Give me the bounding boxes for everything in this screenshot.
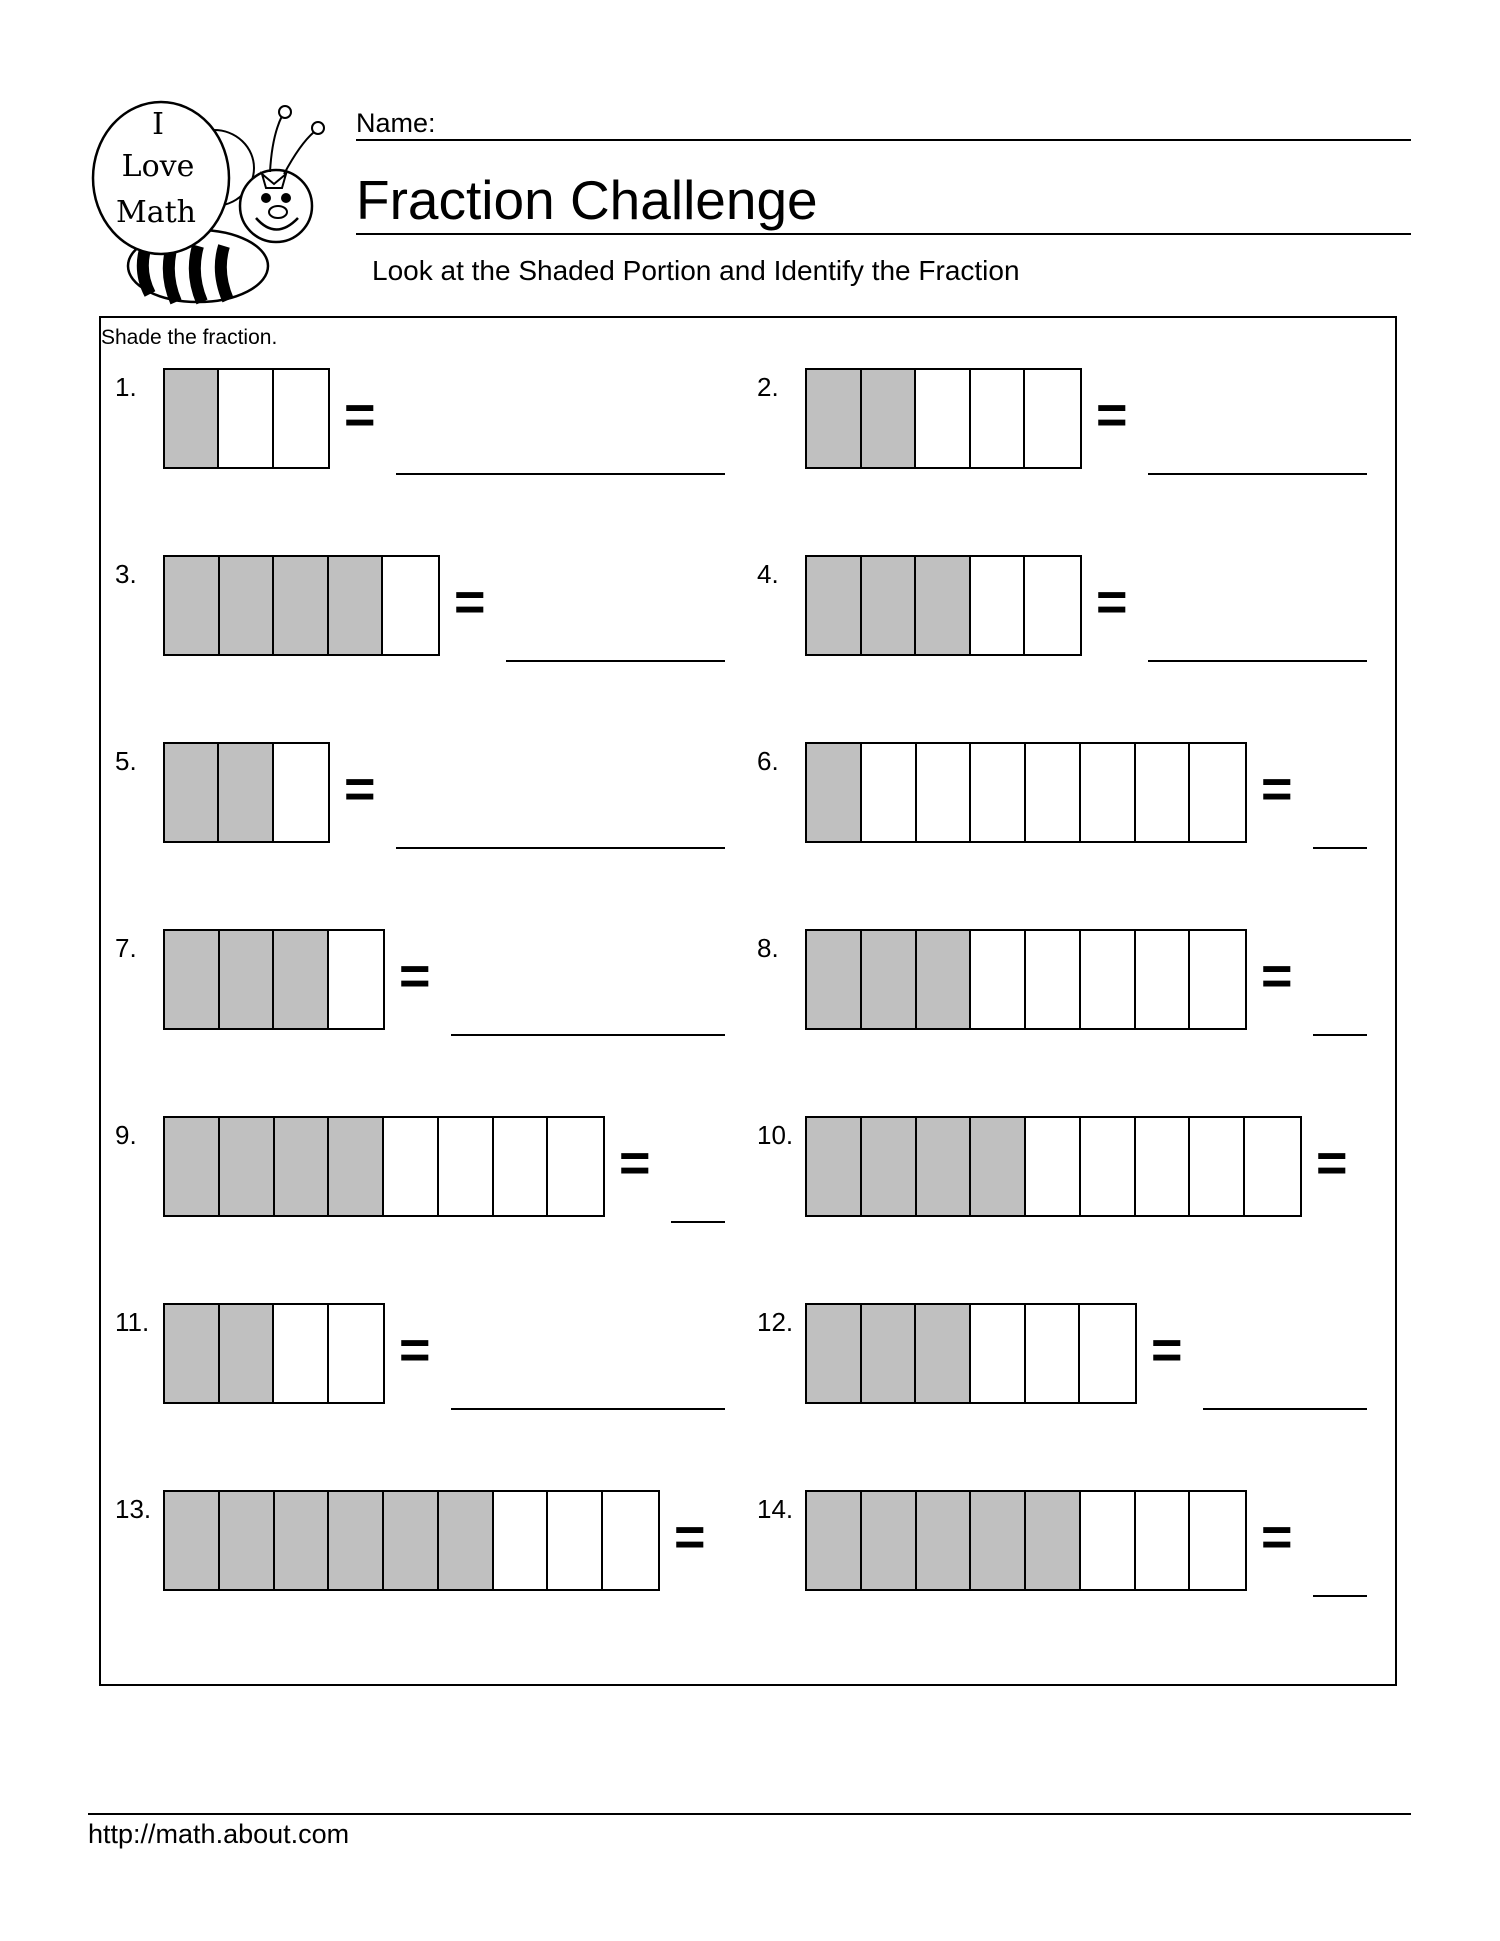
shaded-cell[interactable] — [165, 931, 220, 1028]
unshaded-cell[interactable] — [274, 1305, 329, 1402]
shaded-cell[interactable] — [274, 557, 329, 654]
shaded-cell[interactable] — [275, 1492, 330, 1589]
fraction-bar — [163, 1303, 385, 1404]
problem-number: 11. — [115, 1307, 150, 1337]
problem-number: 10. — [757, 1120, 794, 1150]
unshaded-cell[interactable] — [1025, 557, 1080, 654]
equals-sign: = — [619, 1133, 651, 1193]
title-underline — [356, 233, 1411, 235]
problem-number: 8. — [757, 933, 779, 963]
shaded-cell[interactable] — [165, 1118, 220, 1215]
shaded-cell[interactable] — [384, 1492, 439, 1589]
logo-text-line1: I — [152, 107, 164, 142]
unshaded-cell[interactable] — [1025, 370, 1080, 467]
page-title: Fraction Challenge — [356, 169, 818, 231]
shaded-cell[interactable] — [807, 557, 862, 654]
fraction-bar — [805, 1303, 1137, 1404]
problem-number: 3. — [115, 559, 137, 589]
unshaded-cell[interactable] — [274, 744, 328, 841]
unshaded-cell[interactable] — [219, 370, 273, 467]
equals-sign: = — [1261, 1507, 1293, 1567]
logo-text-line3: Math — [116, 195, 196, 230]
fraction-bar — [805, 929, 1247, 1030]
unshaded-cell[interactable] — [548, 1492, 603, 1589]
answer-line[interactable] — [1148, 473, 1367, 475]
problem-number: 12. — [757, 1307, 794, 1337]
name-label: Name: — [356, 108, 436, 138]
equals-sign: = — [1316, 1133, 1348, 1193]
shaded-cell[interactable] — [862, 557, 917, 654]
unshaded-cell[interactable] — [384, 1118, 439, 1215]
unshaded-cell[interactable] — [1026, 931, 1081, 1028]
instruction-text: Shade the fraction. — [101, 326, 278, 349]
unshaded-cell[interactable] — [1136, 1492, 1191, 1589]
shaded-cell[interactable] — [916, 1305, 971, 1402]
shaded-cell[interactable] — [917, 931, 972, 1028]
answer-line[interactable] — [396, 473, 725, 475]
shaded-cell[interactable] — [329, 1118, 384, 1215]
problem-number: 2. — [757, 372, 779, 402]
problem-number: 9. — [115, 1120, 137, 1150]
problem-number: 14. — [757, 1494, 794, 1524]
problem-number: 6. — [757, 746, 779, 776]
shaded-cell[interactable] — [220, 1492, 275, 1589]
shaded-cell[interactable] — [439, 1492, 494, 1589]
unshaded-cell[interactable] — [1080, 1305, 1135, 1402]
shaded-cell[interactable] — [329, 1492, 384, 1589]
problem-number: 1. — [115, 372, 137, 402]
unshaded-cell[interactable] — [1081, 931, 1136, 1028]
unshaded-cell[interactable] — [1190, 1492, 1245, 1589]
unshaded-cell[interactable] — [548, 1118, 603, 1215]
unshaded-cell[interactable] — [1190, 1118, 1245, 1215]
problem-number: 5. — [115, 746, 137, 776]
unshaded-cell[interactable] — [1026, 1305, 1081, 1402]
unshaded-cell[interactable] — [1190, 931, 1245, 1028]
unshaded-cell[interactable] — [439, 1118, 494, 1215]
equals-sign: = — [399, 1320, 431, 1380]
fraction-bar — [163, 929, 385, 1030]
equals-sign: = — [1261, 946, 1293, 1006]
unshaded-cell[interactable] — [971, 370, 1026, 467]
shaded-cell[interactable] — [807, 931, 862, 1028]
unshaded-cell[interactable] — [383, 557, 438, 654]
shaded-cell[interactable] — [220, 1118, 275, 1215]
shaded-cell[interactable] — [274, 931, 329, 1028]
fraction-bar — [805, 742, 1247, 843]
shaded-cell[interactable] — [862, 1492, 917, 1589]
footer-url[interactable]: http://math.about.com — [88, 1819, 350, 1849]
equals-sign: = — [344, 759, 376, 819]
shaded-cell[interactable] — [275, 1118, 330, 1215]
logo-text-line2: Love — [121, 149, 195, 184]
fraction-bar — [805, 555, 1082, 656]
fraction-bar — [805, 1116, 1302, 1217]
shaded-cell[interactable] — [329, 557, 384, 654]
fraction-bar — [163, 1490, 660, 1591]
shaded-cell[interactable] — [220, 557, 275, 654]
unshaded-cell[interactable] — [1081, 1118, 1136, 1215]
unshaded-cell[interactable] — [1136, 744, 1191, 841]
unshaded-cell[interactable] — [1245, 1118, 1300, 1215]
i-love-math-bee-logo — [86, 96, 326, 306]
shaded-cell[interactable] — [862, 370, 917, 467]
problem-number: 4. — [757, 559, 779, 589]
unshaded-cell[interactable] — [1136, 1118, 1191, 1215]
problem-number: 7. — [115, 933, 137, 963]
answer-line[interactable] — [1148, 660, 1367, 662]
unshaded-cell[interactable] — [971, 931, 1026, 1028]
shaded-cell[interactable] — [862, 931, 917, 1028]
footer-divider — [88, 1813, 1411, 1815]
unshaded-cell[interactable] — [916, 370, 971, 467]
shaded-cell[interactable] — [862, 1118, 917, 1215]
fraction-bar — [805, 368, 1082, 469]
shaded-cell[interactable] — [807, 744, 862, 841]
fraction-bar — [163, 368, 330, 469]
shaded-cell[interactable] — [1026, 1492, 1081, 1589]
shaded-cell[interactable] — [165, 1492, 220, 1589]
answer-line[interactable] — [506, 660, 725, 662]
shaded-cell[interactable] — [807, 1305, 862, 1402]
unshaded-cell[interactable] — [971, 557, 1026, 654]
equals-sign: = — [674, 1507, 706, 1567]
equals-sign: = — [1096, 572, 1128, 632]
fraction-bar — [163, 555, 440, 656]
equals-sign: = — [454, 572, 486, 632]
unshaded-cell[interactable] — [603, 1492, 658, 1589]
shaded-cell[interactable] — [165, 557, 220, 654]
unshaded-cell[interactable] — [329, 931, 383, 1028]
shaded-cell[interactable] — [165, 370, 219, 467]
shaded-cell[interactable] — [219, 744, 273, 841]
shaded-cell[interactable] — [165, 1305, 220, 1402]
fraction-bar — [163, 1116, 605, 1217]
answer-line[interactable] — [1313, 1034, 1367, 1036]
equals-sign: = — [399, 946, 431, 1006]
shaded-cell[interactable] — [220, 1305, 275, 1402]
answer-line[interactable] — [396, 847, 725, 849]
subtitle: Look at the Shaded Portion and Identify the Fraction — [372, 255, 1020, 286]
unshaded-cell[interactable] — [1081, 744, 1136, 841]
shaded-cell[interactable] — [807, 1118, 862, 1215]
unshaded-cell[interactable] — [274, 370, 328, 467]
unshaded-cell[interactable] — [971, 1305, 1026, 1402]
name-field-line[interactable] — [356, 139, 1411, 141]
shaded-cell[interactable] — [916, 557, 971, 654]
equals-sign: = — [1261, 759, 1293, 819]
fraction-bar — [805, 1490, 1247, 1591]
unshaded-cell[interactable] — [1190, 744, 1245, 841]
answer-line[interactable] — [451, 1034, 725, 1036]
unshaded-cell[interactable] — [494, 1118, 549, 1215]
shaded-cell[interactable] — [971, 1118, 1026, 1215]
answer-line[interactable] — [1313, 847, 1367, 849]
unshaded-cell[interactable] — [1026, 1118, 1081, 1215]
unshaded-cell[interactable] — [494, 1492, 549, 1589]
answer-line[interactable] — [1313, 1595, 1367, 1597]
answer-line[interactable] — [671, 1221, 725, 1223]
shaded-cell[interactable] — [220, 931, 275, 1028]
shaded-cell[interactable] — [807, 1492, 862, 1589]
shaded-cell[interactable] — [917, 1118, 972, 1215]
unshaded-cell[interactable] — [1136, 931, 1191, 1028]
shaded-cell[interactable] — [807, 370, 862, 467]
unshaded-cell[interactable] — [862, 744, 917, 841]
unshaded-cell[interactable] — [917, 744, 972, 841]
shaded-cell[interactable] — [917, 1492, 972, 1589]
unshaded-cell[interactable] — [971, 744, 1026, 841]
equals-sign: = — [1096, 385, 1128, 445]
equals-sign: = — [344, 385, 376, 445]
answer-line[interactable] — [1203, 1408, 1367, 1410]
unshaded-cell[interactable] — [1081, 1492, 1136, 1589]
equals-sign: = — [1151, 1320, 1183, 1380]
unshaded-cell[interactable] — [1026, 744, 1081, 841]
fraction-bar — [163, 742, 330, 843]
answer-line[interactable] — [451, 1408, 725, 1410]
problem-number: 13. — [115, 1494, 152, 1524]
shaded-cell[interactable] — [971, 1492, 1026, 1589]
shaded-cell[interactable] — [165, 744, 219, 841]
unshaded-cell[interactable] — [329, 1305, 383, 1402]
shaded-cell[interactable] — [862, 1305, 917, 1402]
